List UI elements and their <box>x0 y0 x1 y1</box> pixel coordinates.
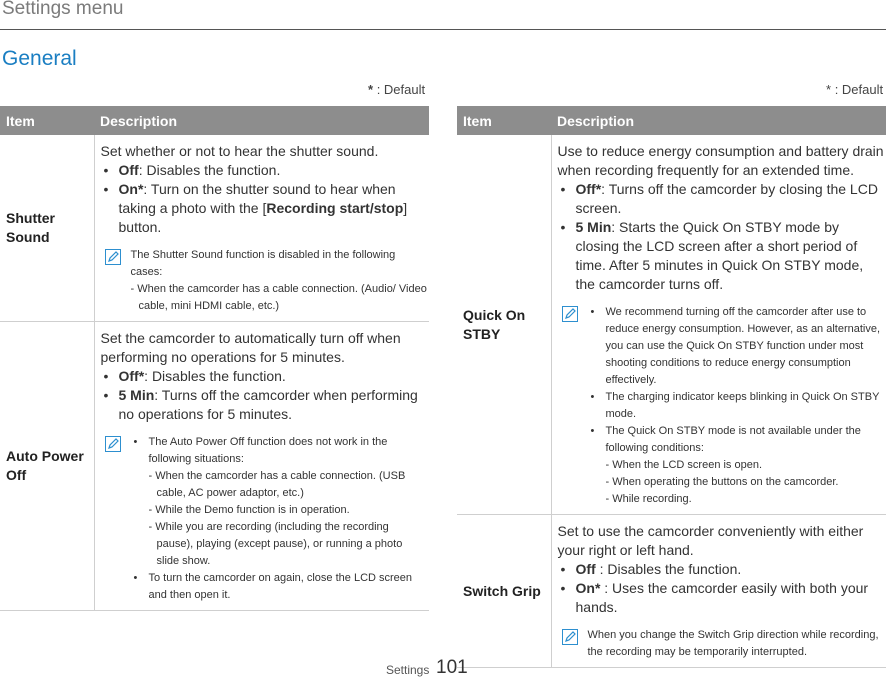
item-description <box>94 322 429 611</box>
list-item <box>101 161 428 180</box>
column-header-item: Item <box>0 106 94 135</box>
list-item <box>558 560 885 579</box>
item-description <box>551 135 886 515</box>
default-mark: * <box>826 82 832 97</box>
list-item <box>101 180 428 237</box>
note-subitem: - When the camcorder has a cable connection. (Audio/ Video cable, mini HDMI cable, etc.) <box>130 283 427 312</box>
option-key: On* <box>575 580 601 596</box>
note-subitem: - When the camcorder has a cable connection. (USB cable, AC power adaptor, etc.) <box>148 470 406 499</box>
note-subitem: - While the Demo function is in operation. <box>148 504 350 516</box>
list-item <box>131 570 428 604</box>
note-text: The Shutter Sound function is disabled in the following cases: <box>130 249 396 278</box>
section-title: General <box>2 47 77 70</box>
item-name: Switch Grip <box>457 515 551 668</box>
table-row <box>457 515 886 668</box>
note-subitem: - While recording. <box>605 493 692 505</box>
header-divider <box>0 29 886 30</box>
default-label: : Default <box>834 82 884 97</box>
option-key: Off* <box>575 181 602 197</box>
option-key: Off* <box>118 368 145 384</box>
options-list <box>101 161 428 237</box>
default-label: : Default <box>376 82 426 97</box>
item-description <box>94 135 429 322</box>
list-item <box>101 367 428 386</box>
button-name: Recording start/stop <box>266 200 404 216</box>
note-icon <box>562 629 578 651</box>
description-intro: Set the camcorder to automatically turn off when performing no operations for 5 minutes. <box>100 330 401 365</box>
options-list <box>558 560 885 617</box>
list-item <box>588 423 885 508</box>
footer-section-label: Settings <box>386 663 430 677</box>
table-row <box>457 135 886 515</box>
note-icon <box>105 249 121 271</box>
default-mark: * <box>368 82 374 97</box>
option-text: : Disables the function. <box>595 561 742 577</box>
note-subitem: - While you are recording (including the recording pause), playing (except pause), or running a photo slide show. <box>148 521 403 567</box>
list-item <box>588 389 885 423</box>
note-text: The Auto Power Off function does not work in the following situations: <box>148 436 388 465</box>
option-key: On* <box>118 181 144 197</box>
item-name: Quick On STBY <box>457 135 551 515</box>
note-text: When you change the Switch Grip direction while recording, the recording may be temporarily interrupted. <box>587 629 879 658</box>
option-text: : Turns off the camcorder when performing no operations for 5 minutes. <box>118 387 418 422</box>
note-list <box>588 304 885 508</box>
list-item <box>558 579 885 617</box>
column-header-item: Item <box>457 106 551 135</box>
option-key: Off <box>118 162 139 178</box>
option-text: : Uses the camcorder easily with both your hands. <box>575 580 869 615</box>
note-box <box>101 247 428 315</box>
options-list <box>101 367 428 424</box>
description-intro: Set whether or not to hear the shutter sound. <box>100 143 379 159</box>
description-intro: Use to reduce energy consumption and battery drain when recording frequently for an extended time. <box>557 143 884 178</box>
right-settings-table <box>457 106 886 668</box>
option-text: : Turn on the shutter sound to hear when taking a photo with the [ <box>118 181 396 216</box>
default-note-right <box>826 82 883 97</box>
note-box <box>558 627 885 661</box>
note-icon <box>105 436 121 458</box>
option-text: : Turns off the camcorder by closing the LCD screen. <box>575 181 878 216</box>
note-text: To turn the camcorder on again, close the LCD screen and then open it. <box>148 572 413 601</box>
option-key: 5 Min <box>118 387 155 403</box>
note-list <box>131 434 428 604</box>
note-box <box>558 304 885 508</box>
note-box <box>101 434 428 604</box>
page-header-title: Settings menu <box>2 0 124 19</box>
table-header-row <box>457 106 886 135</box>
note-text: The charging indicator keeps blinking in Quick On STBY mode. <box>605 391 880 420</box>
item-description <box>551 515 886 668</box>
option-text: : Disables the function. <box>138 162 281 178</box>
note-icon <box>562 306 578 328</box>
item-name: Auto Power Off <box>0 322 94 611</box>
table-row <box>0 322 429 611</box>
note-text: The Quick On STBY mode is not available under the following conditions: <box>605 425 861 454</box>
option-text: : Starts the Quick On STBY mode by closing the LCD screen after a short period of time. After 5 minutes in Quick On STBY mode, the camcorder turns off. <box>575 219 864 292</box>
option-key: 5 Min <box>575 219 612 235</box>
note-text: We recommend turning off the camcorder after use to reduce energy consumption. However, as an alternative, you can use the Quick On STBY function under most shooting conditions to reduce energy consumption effectively. <box>605 306 881 386</box>
default-note-left <box>368 82 425 97</box>
description-intro: Set to use the camcorder conveniently with either your right or left hand. <box>557 523 864 558</box>
option-text: : Disables the function. <box>144 368 286 384</box>
options-list <box>558 180 885 294</box>
option-key: Off <box>575 561 596 577</box>
note-subitem: - When operating the buttons on the camcorder. <box>605 476 839 488</box>
table-header-row <box>0 106 429 135</box>
list-item <box>558 180 885 218</box>
table-row <box>0 135 429 322</box>
list-item <box>558 218 885 294</box>
option-text: ] button. <box>118 200 408 235</box>
list-item <box>131 434 428 570</box>
list-item <box>101 386 428 424</box>
page-number: 101 <box>436 657 468 678</box>
note-subitem: - When the LCD screen is open. <box>605 459 763 471</box>
item-name: Shutter Sound <box>0 135 94 322</box>
list-item <box>588 304 885 389</box>
left-settings-table <box>0 106 429 611</box>
column-header-description: Description <box>551 106 886 135</box>
column-header-description: Description <box>94 106 429 135</box>
